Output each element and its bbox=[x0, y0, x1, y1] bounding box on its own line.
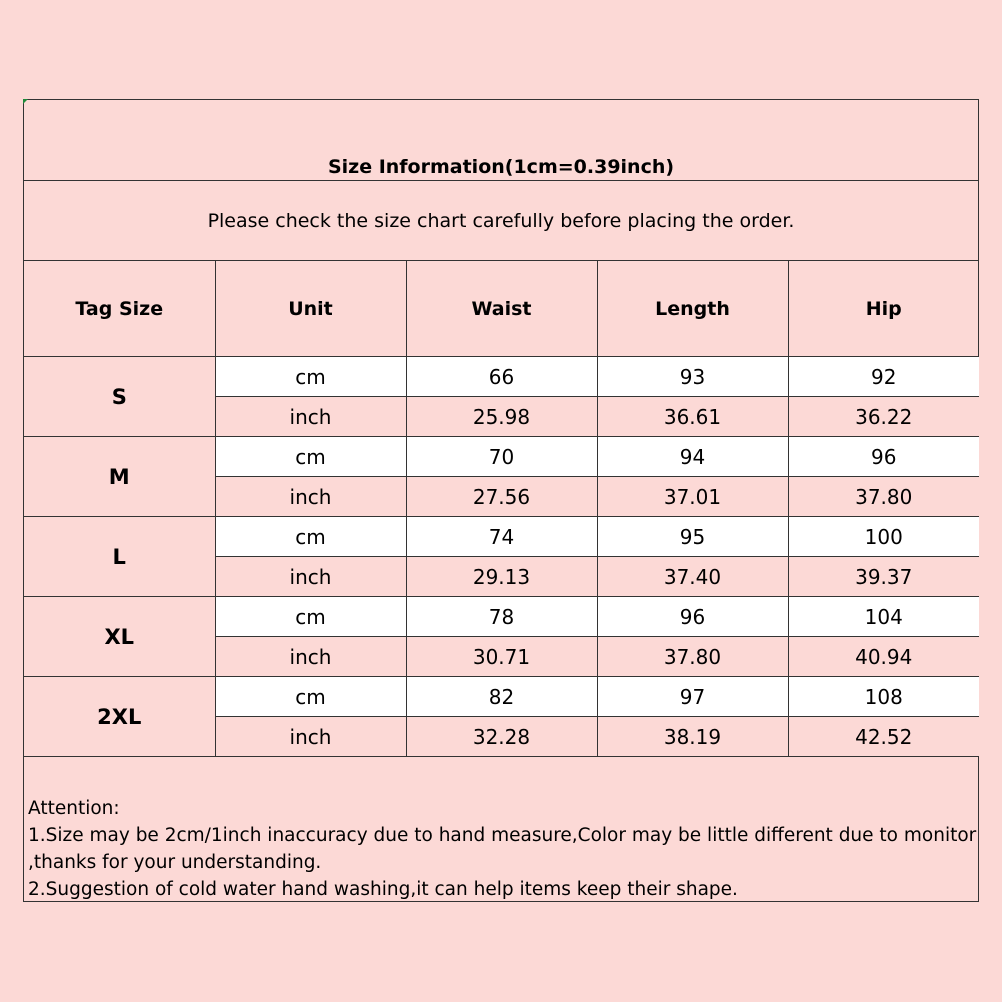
tag-size-cell: S bbox=[24, 357, 215, 437]
size-table bbox=[24, 261, 979, 757]
waist-cell: 82 bbox=[406, 677, 597, 717]
table-row bbox=[24, 357, 979, 397]
header-tag-size: Tag Size bbox=[24, 261, 215, 357]
length-cell: 95 bbox=[597, 517, 788, 557]
header-hip: Hip bbox=[788, 261, 979, 357]
length-cell: 37.01 bbox=[597, 477, 788, 517]
note-band bbox=[24, 181, 978, 261]
length-cell: 94 bbox=[597, 437, 788, 477]
unit-cell: inch bbox=[215, 557, 406, 597]
table-row bbox=[24, 517, 979, 557]
waist-cell: 66 bbox=[406, 357, 597, 397]
chart-note: Please check the size chart carefully before placing the order. bbox=[207, 209, 795, 232]
tag-size-cell: XL bbox=[24, 597, 215, 677]
waist-cell: 30.71 bbox=[406, 637, 597, 677]
unit-cell: cm bbox=[215, 437, 406, 477]
attention-heading: Attention: bbox=[28, 798, 120, 819]
hip-cell: 42.52 bbox=[788, 717, 979, 757]
tag-size-cell: M bbox=[24, 437, 215, 517]
table-row bbox=[24, 677, 979, 717]
waist-cell: 27.56 bbox=[406, 477, 597, 517]
unit-cell: cm bbox=[215, 597, 406, 637]
hip-cell: 92 bbox=[788, 357, 979, 397]
header-row bbox=[24, 261, 979, 357]
title-band bbox=[24, 100, 978, 181]
waist-cell: 29.13 bbox=[406, 557, 597, 597]
table-row bbox=[24, 597, 979, 637]
chart-title: Size Information(1cm=0.39inch) bbox=[327, 156, 675, 178]
hip-cell: 108 bbox=[788, 677, 979, 717]
attention-line: 2.Suggestion of cold water hand washing,it can help items keep their shape. bbox=[28, 879, 738, 900]
table-row bbox=[24, 437, 979, 477]
unit-cell: inch bbox=[215, 477, 406, 517]
waist-cell: 32.28 bbox=[406, 717, 597, 757]
hip-cell: 100 bbox=[788, 517, 979, 557]
hip-cell: 39.37 bbox=[788, 557, 979, 597]
header-waist: Waist bbox=[406, 261, 597, 357]
unit-cell: inch bbox=[215, 717, 406, 757]
tag-size-cell: 2XL bbox=[24, 677, 215, 757]
unit-cell: cm bbox=[215, 357, 406, 397]
waist-cell: 74 bbox=[406, 517, 597, 557]
header-unit: Unit bbox=[215, 261, 406, 357]
attention-section bbox=[24, 755, 978, 901]
length-cell: 97 bbox=[597, 677, 788, 717]
hip-cell: 104 bbox=[788, 597, 979, 637]
hip-cell: 37.80 bbox=[788, 477, 979, 517]
attention-line: ,thanks for your understanding. bbox=[28, 852, 322, 873]
tag-size-cell: L bbox=[24, 517, 215, 597]
unit-cell: inch bbox=[215, 637, 406, 677]
unit-cell: inch bbox=[215, 397, 406, 437]
length-cell: 96 bbox=[597, 597, 788, 637]
unit-cell: cm bbox=[215, 517, 406, 557]
hip-cell: 40.94 bbox=[788, 637, 979, 677]
length-cell: 36.61 bbox=[597, 397, 788, 437]
header-length: Length bbox=[597, 261, 788, 357]
unit-cell: cm bbox=[215, 677, 406, 717]
length-cell: 37.40 bbox=[597, 557, 788, 597]
length-cell: 37.80 bbox=[597, 637, 788, 677]
length-cell: 93 bbox=[597, 357, 788, 397]
waist-cell: 70 bbox=[406, 437, 597, 477]
waist-cell: 25.98 bbox=[406, 397, 597, 437]
hip-cell: 96 bbox=[788, 437, 979, 477]
length-cell: 38.19 bbox=[597, 717, 788, 757]
size-chart-sheet bbox=[23, 99, 979, 902]
hip-cell: 36.22 bbox=[788, 397, 979, 437]
attention-line: 1.Size may be 2cm/1inch inaccuracy due to hand measure,Color may be little different due to monitor bbox=[28, 825, 977, 846]
waist-cell: 78 bbox=[406, 597, 597, 637]
